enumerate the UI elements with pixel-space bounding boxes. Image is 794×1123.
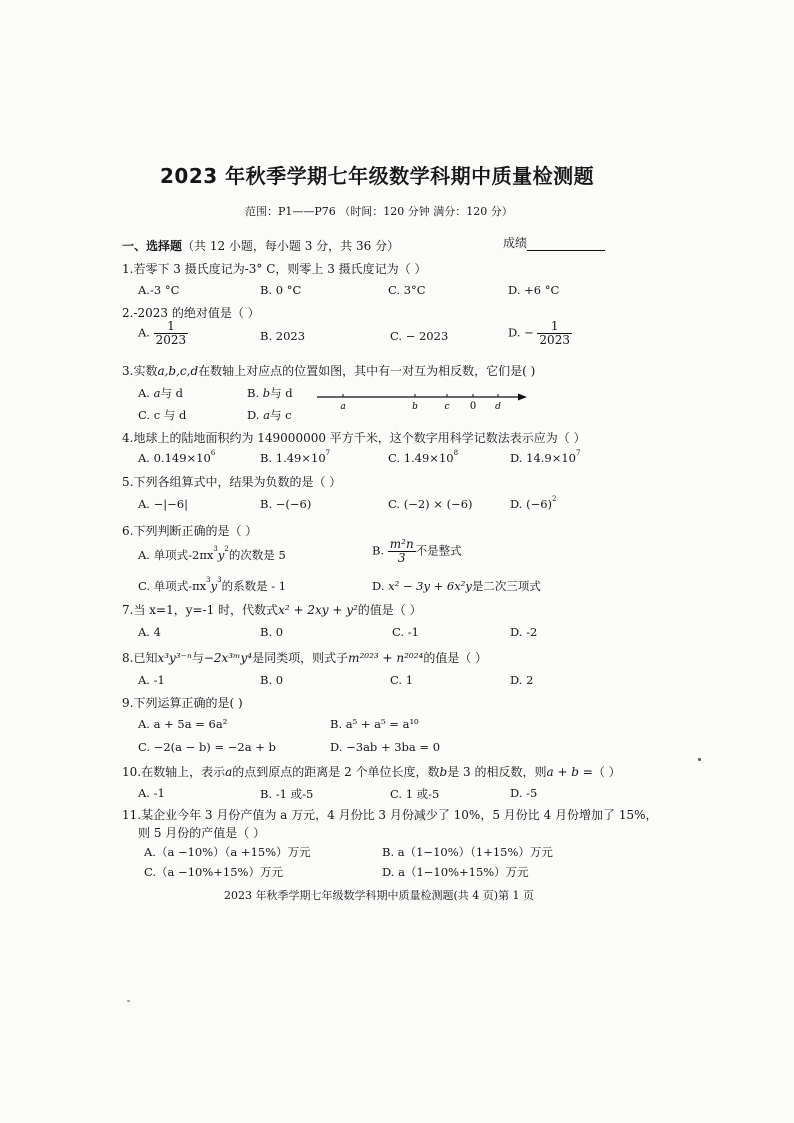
denominator: 3 — [397, 551, 406, 565]
q10-stem-mid: 的点到原点的距离是 2 个单位长度，数 — [232, 765, 440, 779]
q8-stem-mid: 是同类项，则式子 — [252, 651, 349, 665]
q10-option-d: D. -5 — [510, 786, 538, 800]
q4-c-base: C. 1.49×10 — [388, 451, 454, 465]
q8-and: 与 — [191, 651, 204, 665]
q2-d-prefix: D. − — [508, 325, 534, 340]
section-note: （共 12 小题，每小题 3 分，共 36 分） — [182, 239, 400, 253]
q2-d-fraction — [537, 320, 572, 347]
q6-d-post: 是二次三项式 — [471, 579, 541, 593]
q8-stem-pre: 8.已知 — [122, 651, 158, 665]
q6-b-post: 不是整式 — [415, 543, 462, 558]
q9-option-c: C. −2(a − b) = −2a + b — [138, 740, 276, 754]
score-field — [503, 234, 605, 251]
scan-speck — [698, 758, 701, 761]
q7-option-d: D. -2 — [510, 625, 538, 639]
q6-a-var: y — [217, 548, 225, 562]
denominator: 2023 — [155, 333, 187, 347]
question-11-stem-2: 则 5 月份的产值是（ ） — [138, 826, 266, 840]
q10-expr: a + b = — [546, 765, 593, 779]
q3-d-pre: D. — [247, 408, 260, 422]
score-blank — [527, 238, 605, 251]
q3-a-text: 与 d — [160, 386, 184, 400]
q3-d-var: a — [263, 408, 270, 422]
q3-stem-pre: 3.实数 — [122, 364, 158, 378]
scan-speck — [127, 1000, 130, 1002]
q6-c-pre: C. 单项式-πx — [138, 579, 207, 593]
q1-option-a: A.-3 °C — [138, 283, 180, 297]
q5-option-b: B. −(−6) — [260, 497, 312, 511]
q6-c-exp1: 3 — [206, 576, 211, 584]
q8-term-3: m²⁰²³ + n²⁰²⁴ — [348, 651, 424, 665]
q6-option-a — [138, 547, 286, 563]
q6-a-exp2: 2 — [224, 545, 229, 553]
q4-option-d — [510, 451, 580, 465]
label-b: b — [412, 402, 418, 411]
question-4-stem: 4.地球上的陆地面积约为 149000000 平方千米，这个数字用科学记数法表示应为（ ） — [122, 431, 586, 445]
q6-c-var: y — [210, 579, 218, 593]
q6-a-pre: A. 单项式-2πx — [138, 548, 214, 562]
q4-a-base: A. 0.149×10 — [138, 451, 211, 465]
q4-option-a — [138, 451, 215, 465]
label-c: c — [444, 402, 450, 411]
q8-term-1: x³y³⁻ⁿ — [157, 651, 192, 665]
q2-option-c: C. − 2023 — [390, 329, 449, 343]
q7-option-a: A. 4 — [138, 625, 161, 639]
q8-option-a: A. -1 — [138, 673, 165, 687]
q2-a-prefix: A. — [138, 325, 150, 340]
q4-d-exp: 7 — [576, 449, 581, 457]
q10-blank: （ ） — [592, 765, 621, 779]
q6-d-expr: x² − 3y + 6x²y — [388, 579, 472, 593]
question-2-stem: 2.-2023 的绝对值是（ ） — [122, 306, 260, 320]
q10-option-c: C. 1 或-5 — [390, 787, 440, 801]
q7-option-c: C. -1 — [392, 625, 419, 639]
q8-option-d: D. 2 — [510, 673, 534, 687]
page-title: 2023 年秋季学期七年级数学科期中质量检测题 — [160, 164, 595, 188]
q6-a-post: 的次数是 5 — [228, 548, 286, 562]
numerator: 1 — [154, 320, 189, 334]
q9-option-d: D. −3ab + 3ba = 0 — [330, 740, 441, 754]
q6-option-d — [372, 578, 541, 594]
question-3-stem — [122, 362, 535, 379]
q6-option-b — [372, 538, 462, 565]
q6-c-exp2: 3 — [217, 576, 222, 584]
q2-option-a — [138, 320, 188, 347]
q2-a-fraction — [154, 320, 189, 347]
q5-option-a: A. −|−6| — [138, 497, 188, 511]
label-d: d — [495, 402, 501, 411]
q3-option-a — [138, 385, 183, 401]
exam-scope: 范围：P1——P76 （时间：120 分钟 满分：120 分） — [245, 205, 513, 218]
q2-option-d — [508, 320, 572, 347]
q3-vars: a,b,c,d — [157, 364, 199, 378]
question-8-stem — [122, 649, 487, 666]
q3-stem-post: 在数轴上对应点的位置如图，其中有一对互为相反数，它们是( ) — [198, 364, 536, 378]
q7-expr: x² + 2xy + y² — [278, 603, 358, 617]
question-10-stem — [122, 763, 621, 780]
q3-option-c: C. c 与 d — [138, 408, 187, 422]
question-11-stem: 11.某企业今年 3 月份产值为 a 万元，4 月份比 3 月份减少了 10%，5 月份比 4 月份增加了 15%， — [122, 808, 658, 822]
q4-option-b — [260, 451, 330, 465]
q9-option-a: A. a + 5a = 6a² — [138, 717, 228, 731]
q1-option-c: C. 3°C — [388, 283, 426, 297]
q10-option-b: B. -1 或-5 — [260, 787, 314, 801]
q4-b-base: B. 1.49×10 — [260, 451, 326, 465]
number-line-arrow — [518, 394, 527, 401]
q5-option-d — [510, 497, 557, 511]
q6-c-post: 的系数是 - 1 — [221, 579, 287, 593]
q3-d-text: 与 c — [269, 408, 292, 422]
denominator: 2023 — [539, 333, 570, 347]
q4-b-exp: 7 — [325, 449, 331, 457]
q3-b-text: 与 d — [270, 386, 293, 400]
question-9-stem: 9.下列运算正确的是( ) — [122, 696, 243, 710]
q6-b-pre: B. — [372, 543, 385, 558]
q11-option-d: D. a（1−10%+15%）万元 — [382, 865, 529, 879]
q10-var-b: b — [439, 765, 448, 779]
q7-option-b: B. 0 — [260, 625, 284, 639]
q10-stem-pre: 10.在数轴上，表示 — [122, 765, 226, 779]
question-1-stem: 1.若零下 3 摄氏度记为-3° C，则零上 3 摄氏度记为（ ） — [122, 262, 427, 276]
page-footer: 2023 年秋季学期七年级数学科期中质量检测题(共 4 页)第 1 页 — [224, 889, 535, 902]
q11-option-b: B. a（1−10%）（1+15%）万元 — [382, 845, 553, 859]
q4-option-c — [388, 451, 458, 465]
q4-a-exp: 6 — [210, 449, 216, 457]
q8-term-2: −2x³ᵐy⁴ — [203, 651, 253, 665]
q6-option-c — [138, 578, 286, 594]
q11-option-c: C.（a −10%+15%）万元 — [144, 865, 283, 879]
q7-stem-post: 的值是（ ） — [357, 603, 422, 617]
q3-a-pre: A. — [138, 386, 150, 400]
q8-option-b: B. 0 — [260, 673, 284, 687]
q1-option-b: B. 0 °C — [260, 283, 302, 297]
q8-stem-post: 的值是（ ） — [423, 651, 488, 665]
q1-option-d: D. +6 °C — [508, 283, 560, 297]
q10-var-a: a — [225, 765, 233, 779]
q11-option-a: A.（a −10%）（a +15%）万元 — [144, 845, 311, 859]
q6-d-pre: D. — [372, 579, 385, 593]
q5-option-c: C. (−2) × (−6) — [388, 497, 473, 511]
q4-d-base: D. 14.9×10 — [510, 451, 576, 465]
question-7-stem — [122, 601, 422, 618]
q6-b-fraction — [388, 538, 416, 565]
q9-option-b: B. a⁵ + a⁵ = a¹⁰ — [330, 717, 419, 731]
q6-a-exp1: 3 — [213, 545, 218, 553]
section-title: 一、选择题 — [122, 239, 183, 253]
label-a: a — [340, 402, 346, 411]
q3-option-b — [247, 385, 293, 401]
q7-stem-pre: 7.当 x=1，y=-1 时，代数式 — [122, 603, 279, 617]
q3-option-d — [247, 407, 292, 423]
q10-option-a: A. -1 — [138, 786, 165, 800]
q4-c-exp: 8 — [453, 449, 459, 457]
q3-a-var: a — [153, 386, 161, 400]
numerator: 1 — [537, 320, 572, 334]
q3-b-pre: B. — [247, 386, 260, 400]
question-5-stem: 5.下列各组算式中，结果为负数的是（ ） — [122, 475, 342, 489]
score-label: 成绩 — [503, 236, 528, 250]
number-line-figure — [315, 389, 530, 411]
q8-option-c: C. 1 — [390, 673, 414, 687]
section-heading — [122, 237, 399, 254]
q5-d-exp: 2 — [552, 495, 557, 503]
q10-stem-post: 是 3 的相反数，则 — [447, 765, 547, 779]
label-0: 0 — [469, 401, 477, 411]
question-6-stem: 6.下列判断正确的是（ ） — [122, 524, 258, 538]
q3-b-var: b — [262, 386, 271, 400]
q5-d-base: D. (−6) — [510, 497, 553, 511]
q2-option-b: B. 2023 — [260, 329, 306, 343]
numerator: m²n — [389, 537, 414, 551]
